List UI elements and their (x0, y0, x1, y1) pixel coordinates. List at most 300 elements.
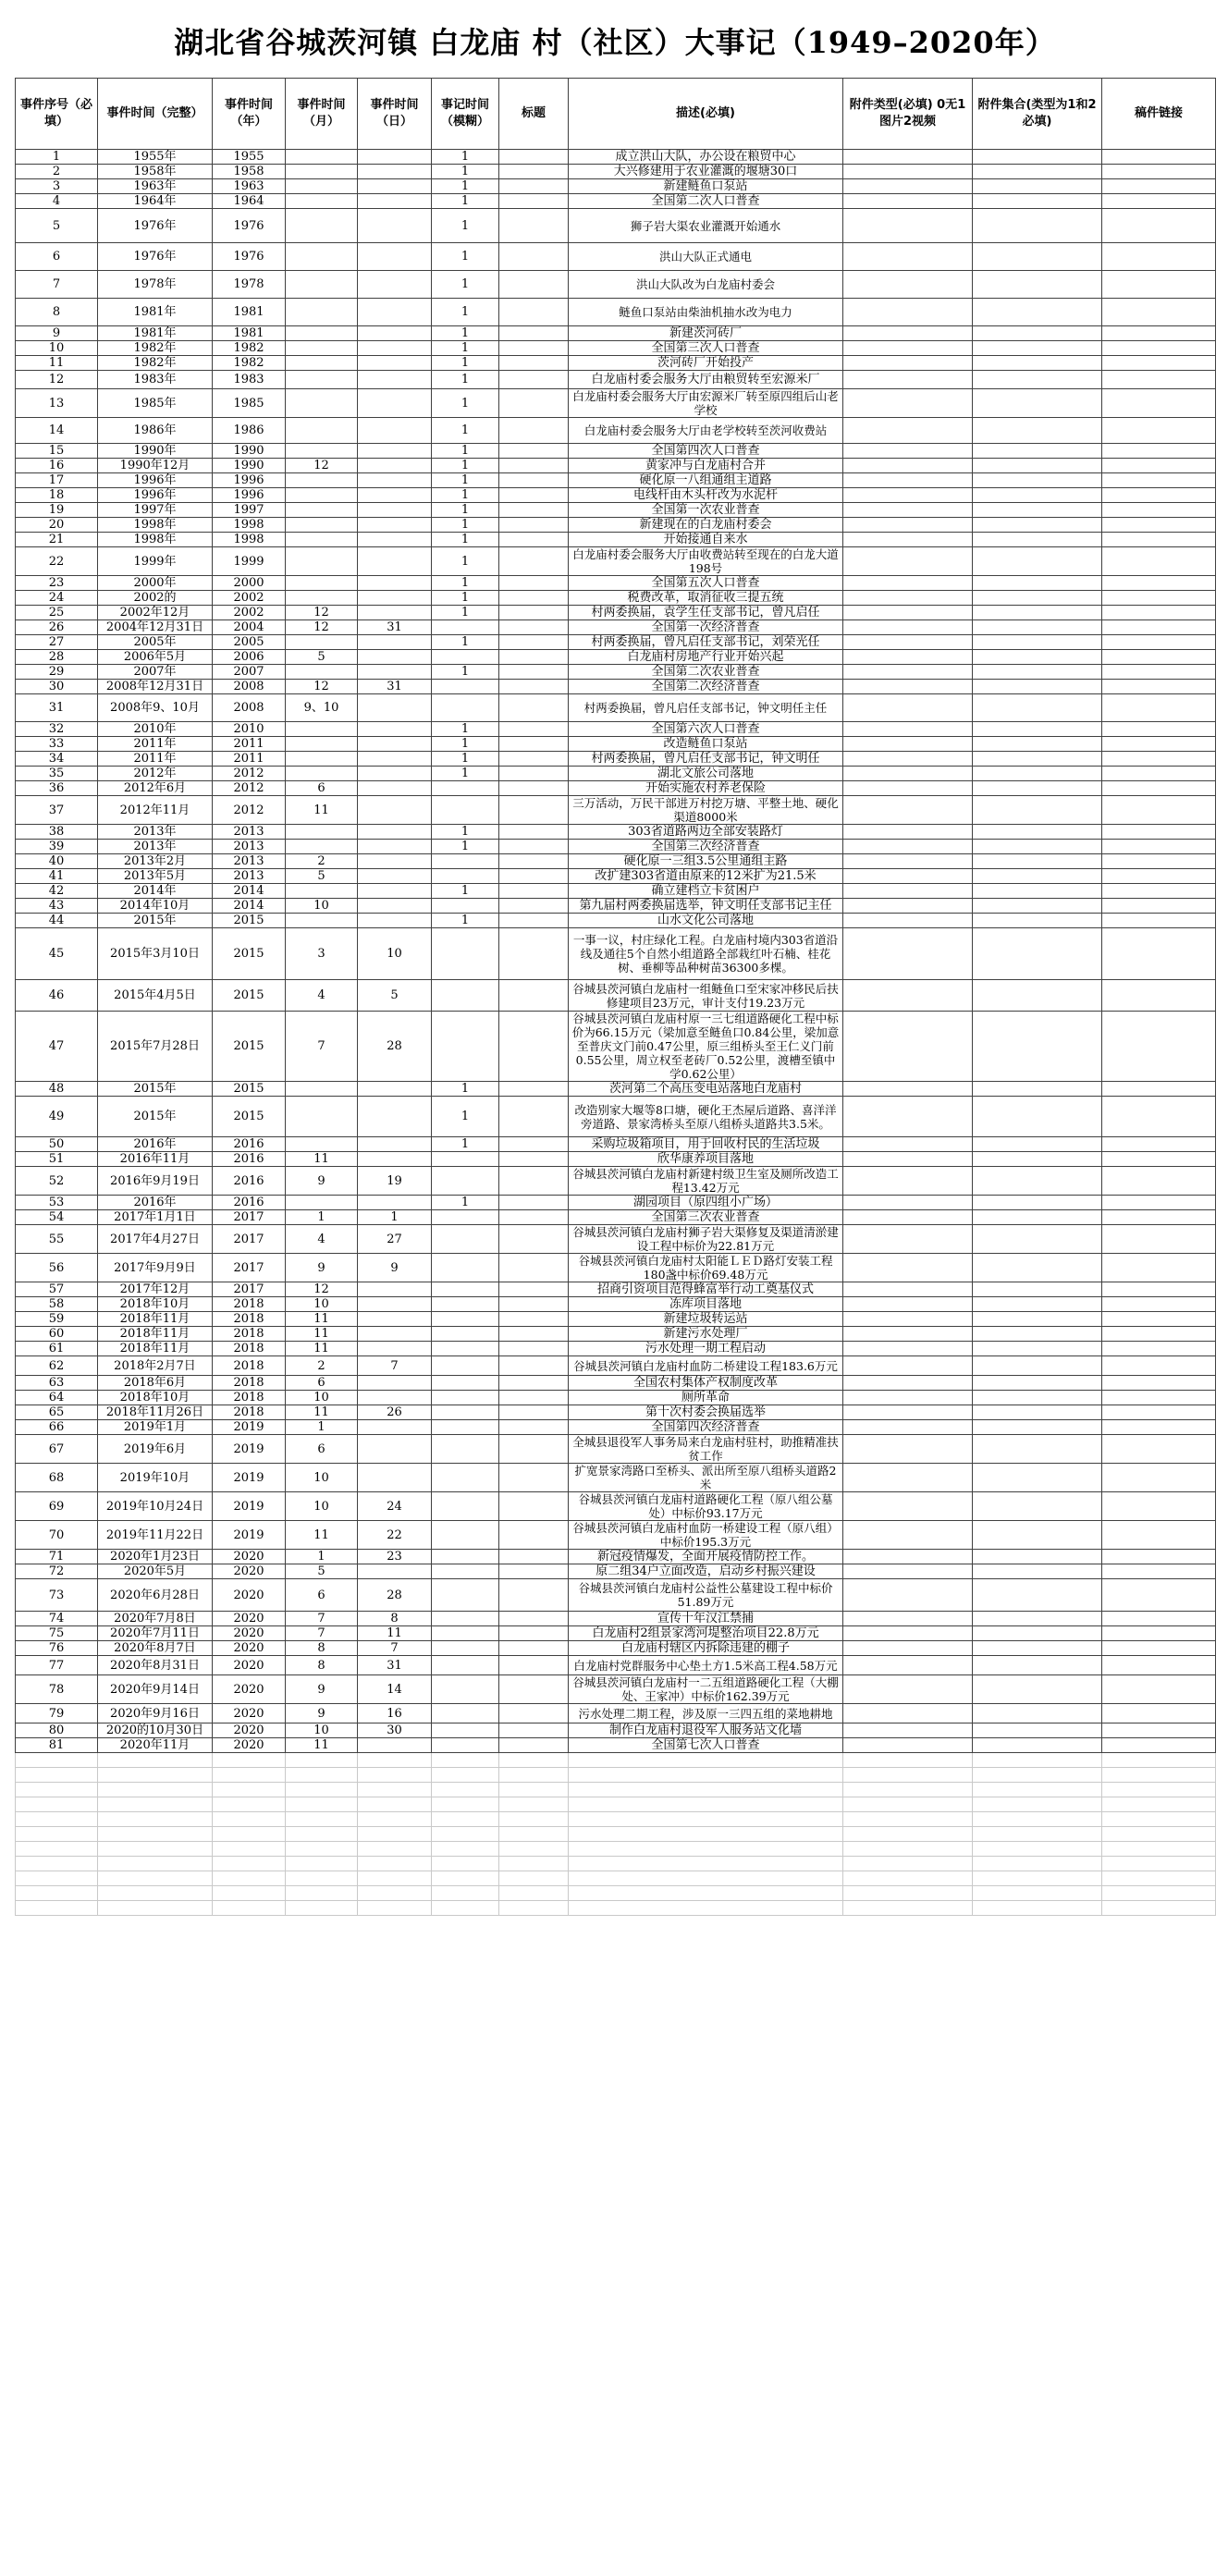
empty-cell[interactable] (973, 1871, 1102, 1886)
empty-cell[interactable] (499, 1857, 569, 1871)
empty-cell[interactable] (569, 1857, 843, 1871)
cell-fuzzy[interactable] (432, 1641, 499, 1656)
cell-month[interactable]: 1 (286, 1550, 358, 1564)
cell-attachment-set[interactable] (973, 1356, 1102, 1376)
cell-attachment-set[interactable] (973, 980, 1102, 1012)
cell-attachment-type[interactable] (843, 271, 973, 299)
cell-seq[interactable]: 30 (16, 680, 98, 694)
cell-fuzzy[interactable] (432, 854, 499, 869)
cell-attachment-set[interactable] (973, 1521, 1102, 1550)
cell-fuzzy[interactable] (432, 680, 499, 694)
cell-title[interactable] (499, 271, 569, 299)
cell-fuzzy[interactable] (432, 1391, 499, 1405)
cell-month[interactable]: 1 (286, 1420, 358, 1435)
cell-attachment-type[interactable] (843, 928, 973, 980)
empty-cell[interactable] (432, 1812, 499, 1827)
cell-link[interactable] (1102, 796, 1216, 825)
cell-year[interactable]: 2015 (213, 1097, 286, 1137)
cell-description[interactable]: 村两委换届，曾凡启任支部书记，刘荣光任 (569, 635, 843, 650)
cell-attachment-type[interactable] (843, 209, 973, 243)
cell-month[interactable]: 12 (286, 459, 358, 473)
cell-attachment-set[interactable] (973, 1675, 1102, 1704)
cell-link[interactable] (1102, 1167, 1216, 1196)
cell-day[interactable] (358, 737, 432, 752)
cell-fuzzy[interactable] (432, 1656, 499, 1675)
cell-title[interactable] (499, 1225, 569, 1254)
cell-title[interactable] (499, 1564, 569, 1579)
cell-seq[interactable]: 28 (16, 650, 98, 665)
cell-fuzzy[interactable]: 1 (432, 326, 499, 341)
cell-time-full[interactable]: 1990年12月 (98, 459, 213, 473)
cell-seq[interactable]: 29 (16, 665, 98, 680)
cell-description[interactable]: 开始接通自来水 (569, 533, 843, 547)
cell-title[interactable] (499, 1435, 569, 1464)
cell-attachment-set[interactable] (973, 389, 1102, 418)
cell-day[interactable]: 24 (358, 1492, 432, 1521)
cell-fuzzy[interactable] (432, 1420, 499, 1435)
cell-year[interactable]: 1982 (213, 356, 286, 371)
cell-description[interactable]: 全国第二次人口普查 (569, 194, 843, 209)
cell-attachment-set[interactable] (973, 1167, 1102, 1196)
cell-seq[interactable]: 48 (16, 1082, 98, 1097)
empty-cell[interactable] (432, 1827, 499, 1842)
cell-title[interactable] (499, 326, 569, 341)
cell-fuzzy[interactable]: 1 (432, 752, 499, 767)
cell-description[interactable]: 污水处理一期工程启动 (569, 1342, 843, 1356)
cell-fuzzy[interactable]: 1 (432, 1097, 499, 1137)
cell-time-full[interactable]: 1999年 (98, 547, 213, 576)
cell-title[interactable] (499, 243, 569, 271)
empty-cell[interactable] (1102, 1797, 1216, 1812)
cell-month[interactable] (286, 194, 358, 209)
cell-title[interactable] (499, 899, 569, 914)
cell-attachment-type[interactable] (843, 299, 973, 326)
cell-description[interactable]: 全城县退役军人事务局来白龙庙村驻村，助推精准扶贫工作 (569, 1435, 843, 1464)
cell-description[interactable]: 谷城县茨河镇白龙庙村血防二桥建设工程183.6万元 (569, 1356, 843, 1376)
empty-cell[interactable] (286, 1783, 358, 1797)
cell-attachment-set[interactable] (973, 1738, 1102, 1753)
cell-month[interactable] (286, 1082, 358, 1097)
cell-attachment-type[interactable] (843, 1738, 973, 1753)
cell-time-full[interactable]: 2002的 (98, 591, 213, 606)
cell-attachment-set[interactable] (973, 576, 1102, 591)
cell-title[interactable] (499, 1420, 569, 1435)
cell-fuzzy[interactable] (432, 1356, 499, 1376)
cell-day[interactable] (358, 1137, 432, 1152)
empty-cell[interactable] (286, 1871, 358, 1886)
cell-link[interactable] (1102, 1196, 1216, 1210)
empty-cell[interactable] (843, 1827, 973, 1842)
cell-seq[interactable]: 81 (16, 1738, 98, 1753)
cell-month[interactable]: 11 (286, 1327, 358, 1342)
empty-cell[interactable] (973, 1842, 1102, 1857)
cell-day[interactable] (358, 165, 432, 179)
cell-seq[interactable]: 59 (16, 1312, 98, 1327)
cell-day[interactable] (358, 1391, 432, 1405)
cell-link[interactable] (1102, 518, 1216, 533)
cell-description[interactable]: 鲢鱼口泵站由柴油机抽水改为电力 (569, 299, 843, 326)
cell-year[interactable]: 2020 (213, 1550, 286, 1564)
cell-day[interactable]: 7 (358, 1356, 432, 1376)
cell-day[interactable] (358, 547, 432, 576)
cell-link[interactable] (1102, 722, 1216, 737)
cell-month[interactable]: 7 (286, 1626, 358, 1641)
empty-cell[interactable] (569, 1812, 843, 1827)
cell-description[interactable]: 湖北文旅公司落地 (569, 767, 843, 781)
empty-cell[interactable] (98, 1901, 213, 1916)
cell-attachment-type[interactable] (843, 1675, 973, 1704)
cell-attachment-type[interactable] (843, 680, 973, 694)
cell-year[interactable]: 2018 (213, 1376, 286, 1391)
cell-attachment-set[interactable] (973, 680, 1102, 694)
cell-time-full[interactable]: 1982年 (98, 341, 213, 356)
cell-day[interactable] (358, 1282, 432, 1297)
empty-cell[interactable] (98, 1797, 213, 1812)
cell-title[interactable] (499, 1704, 569, 1723)
cell-attachment-set[interactable] (973, 869, 1102, 884)
cell-year[interactable]: 2002 (213, 606, 286, 620)
empty-cell[interactable] (213, 1753, 286, 1768)
cell-attachment-type[interactable] (843, 1641, 973, 1656)
cell-seq[interactable]: 73 (16, 1579, 98, 1612)
cell-time-full[interactable]: 2012年11月 (98, 796, 213, 825)
cell-day[interactable] (358, 1097, 432, 1137)
cell-month[interactable] (286, 737, 358, 752)
empty-cell[interactable] (213, 1886, 286, 1901)
cell-description[interactable]: 白龙庙村党群服务中心垫土方1.5米高工程4.58万元 (569, 1656, 843, 1675)
cell-link[interactable] (1102, 694, 1216, 722)
cell-attachment-type[interactable] (843, 473, 973, 488)
cell-fuzzy[interactable]: 1 (432, 1082, 499, 1097)
cell-attachment-type[interactable] (843, 418, 973, 444)
empty-cell[interactable] (499, 1871, 569, 1886)
cell-link[interactable] (1102, 371, 1216, 389)
cell-time-full[interactable]: 2019年10月24日 (98, 1492, 213, 1521)
cell-description[interactable]: 全国第五次人口普查 (569, 576, 843, 591)
cell-description[interactable]: 全国第三次经济普查 (569, 840, 843, 854)
cell-time-full[interactable]: 1990年 (98, 444, 213, 459)
cell-link[interactable] (1102, 1435, 1216, 1464)
empty-cell[interactable] (432, 1857, 499, 1871)
cell-title[interactable] (499, 928, 569, 980)
cell-day[interactable] (358, 1297, 432, 1312)
cell-fuzzy[interactable] (432, 1282, 499, 1297)
cell-seq[interactable]: 62 (16, 1356, 98, 1376)
cell-description[interactable]: 宣传十年汉江禁捕 (569, 1612, 843, 1626)
cell-link[interactable] (1102, 1254, 1216, 1282)
cell-seq[interactable]: 58 (16, 1297, 98, 1312)
cell-link[interactable] (1102, 299, 1216, 326)
empty-cell[interactable] (569, 1783, 843, 1797)
empty-cell[interactable] (358, 1857, 432, 1871)
empty-cell[interactable] (843, 1857, 973, 1871)
cell-attachment-type[interactable] (843, 165, 973, 179)
cell-attachment-type[interactable] (843, 796, 973, 825)
cell-fuzzy[interactable]: 1 (432, 488, 499, 503)
empty-cell[interactable] (432, 1783, 499, 1797)
cell-seq[interactable]: 52 (16, 1167, 98, 1196)
cell-seq[interactable]: 67 (16, 1435, 98, 1464)
cell-title[interactable] (499, 194, 569, 209)
cell-description[interactable]: 三万活动，万民干部进万村挖万塘、平整土地、硬化渠道8000米 (569, 796, 843, 825)
cell-attachment-set[interactable] (973, 1704, 1102, 1723)
cell-day[interactable]: 9 (358, 1254, 432, 1282)
cell-link[interactable] (1102, 1723, 1216, 1738)
cell-day[interactable] (358, 635, 432, 650)
cell-fuzzy[interactable] (432, 1405, 499, 1420)
cell-attachment-type[interactable] (843, 840, 973, 854)
cell-title[interactable] (499, 444, 569, 459)
empty-cell[interactable] (569, 1797, 843, 1812)
cell-fuzzy[interactable] (432, 1210, 499, 1225)
cell-year[interactable]: 1976 (213, 243, 286, 271)
cell-attachment-type[interactable] (843, 503, 973, 518)
cell-seq[interactable]: 35 (16, 767, 98, 781)
cell-year[interactable]: 2017 (213, 1225, 286, 1254)
cell-seq[interactable]: 54 (16, 1210, 98, 1225)
cell-day[interactable]: 5 (358, 980, 432, 1012)
cell-attachment-type[interactable] (843, 1391, 973, 1405)
empty-cell[interactable] (98, 1871, 213, 1886)
empty-cell[interactable] (16, 1871, 98, 1886)
empty-cell[interactable] (843, 1753, 973, 1768)
cell-seq[interactable]: 46 (16, 980, 98, 1012)
cell-fuzzy[interactable]: 1 (432, 533, 499, 547)
cell-time-full[interactable]: 2020年9月14日 (98, 1675, 213, 1704)
cell-fuzzy[interactable]: 1 (432, 418, 499, 444)
cell-month[interactable] (286, 389, 358, 418)
cell-fuzzy[interactable] (432, 1435, 499, 1464)
empty-cell[interactable] (843, 1871, 973, 1886)
cell-link[interactable] (1102, 1405, 1216, 1420)
cell-title[interactable] (499, 533, 569, 547)
cell-seq[interactable]: 24 (16, 591, 98, 606)
cell-attachment-type[interactable] (843, 459, 973, 473)
cell-month[interactable]: 11 (286, 1405, 358, 1420)
cell-attachment-set[interactable] (973, 1327, 1102, 1342)
cell-title[interactable] (499, 1612, 569, 1626)
cell-attachment-type[interactable] (843, 1464, 973, 1492)
cell-description[interactable]: 山水文化公司落地 (569, 914, 843, 928)
cell-fuzzy[interactable] (432, 1152, 499, 1167)
cell-description[interactable]: 招商引资项目范得蜂富举行动工奠基仪式 (569, 1282, 843, 1297)
cell-description[interactable]: 茨河砖厂开始投产 (569, 356, 843, 371)
cell-description[interactable]: 扩宽景家湾路口至桥头、派出所至原八组桥头道路2米 (569, 1464, 843, 1492)
cell-attachment-type[interactable] (843, 1420, 973, 1435)
cell-description[interactable]: 谷城县茨河镇白龙庙村一组鲢鱼口至宋家冲移民后扶修建项目23万元，审计支付19.23万元 (569, 980, 843, 1012)
cell-link[interactable] (1102, 752, 1216, 767)
empty-cell[interactable] (432, 1901, 499, 1916)
cell-title[interactable] (499, 620, 569, 635)
cell-time-full[interactable]: 2015年7月28日 (98, 1012, 213, 1082)
cell-description[interactable]: 新建鲢鱼口泵站 (569, 179, 843, 194)
empty-cell[interactable] (213, 1812, 286, 1827)
cell-description[interactable]: 谷城县茨河镇白龙庙村一二五组道路硬化工程（大棚处、王家冲）中标价162.39万元 (569, 1675, 843, 1704)
cell-month[interactable]: 10 (286, 1723, 358, 1738)
cell-month[interactable]: 9 (286, 1675, 358, 1704)
cell-day[interactable] (358, 356, 432, 371)
cell-link[interactable] (1102, 341, 1216, 356)
cell-time-full[interactable]: 2013年 (98, 840, 213, 854)
empty-cell[interactable] (358, 1753, 432, 1768)
empty-cell[interactable] (973, 1768, 1102, 1783)
cell-attachment-type[interactable] (843, 884, 973, 899)
cell-link[interactable] (1102, 1738, 1216, 1753)
cell-month[interactable]: 10 (286, 1492, 358, 1521)
cell-time-full[interactable]: 2018年10月 (98, 1297, 213, 1312)
cell-time-full[interactable]: 2020年11月 (98, 1738, 213, 1753)
cell-title[interactable] (499, 854, 569, 869)
cell-year[interactable]: 2005 (213, 635, 286, 650)
cell-title[interactable] (499, 1641, 569, 1656)
cell-year[interactable]: 2020 (213, 1723, 286, 1738)
cell-year[interactable]: 2020 (213, 1579, 286, 1612)
cell-seq[interactable]: 71 (16, 1550, 98, 1564)
cell-title[interactable] (499, 781, 569, 796)
cell-attachment-type[interactable] (843, 914, 973, 928)
cell-attachment-set[interactable] (973, 1225, 1102, 1254)
cell-link[interactable] (1102, 591, 1216, 606)
cell-description[interactable]: 硬化原一三组3.5公里通组主路 (569, 854, 843, 869)
empty-cell[interactable] (1102, 1842, 1216, 1857)
cell-link[interactable] (1102, 1137, 1216, 1152)
cell-fuzzy[interactable]: 1 (432, 243, 499, 271)
cell-day[interactable]: 1 (358, 1210, 432, 1225)
cell-day[interactable] (358, 825, 432, 840)
cell-link[interactable] (1102, 271, 1216, 299)
cell-year[interactable]: 1986 (213, 418, 286, 444)
cell-attachment-set[interactable] (973, 459, 1102, 473)
cell-attachment-set[interactable] (973, 356, 1102, 371)
empty-cell[interactable] (16, 1768, 98, 1783)
cell-title[interactable] (499, 650, 569, 665)
cell-month[interactable]: 9、10 (286, 694, 358, 722)
cell-link[interactable] (1102, 194, 1216, 209)
cell-attachment-set[interactable] (973, 1312, 1102, 1327)
empty-cell[interactable] (358, 1812, 432, 1827)
cell-seq[interactable]: 19 (16, 503, 98, 518)
cell-attachment-set[interactable] (973, 1097, 1102, 1137)
cell-fuzzy[interactable]: 1 (432, 722, 499, 737)
cell-link[interactable] (1102, 854, 1216, 869)
cell-attachment-type[interactable] (843, 1167, 973, 1196)
cell-attachment-set[interactable] (973, 1723, 1102, 1738)
empty-cell[interactable] (499, 1783, 569, 1797)
cell-year[interactable]: 2013 (213, 869, 286, 884)
cell-month[interactable]: 6 (286, 1376, 358, 1391)
cell-title[interactable] (499, 914, 569, 928)
cell-fuzzy[interactable] (432, 1312, 499, 1327)
empty-cell[interactable] (98, 1857, 213, 1871)
cell-seq[interactable]: 10 (16, 341, 98, 356)
cell-fuzzy[interactable] (432, 1012, 499, 1082)
cell-month[interactable]: 12 (286, 620, 358, 635)
cell-description[interactable]: 确立建档立卡贫困户 (569, 884, 843, 899)
cell-day[interactable] (358, 1376, 432, 1391)
cell-month[interactable]: 6 (286, 781, 358, 796)
cell-year[interactable]: 2012 (213, 796, 286, 825)
cell-title[interactable] (499, 635, 569, 650)
cell-attachment-type[interactable] (843, 1012, 973, 1082)
cell-time-full[interactable]: 2008年9、10月 (98, 694, 213, 722)
cell-fuzzy[interactable]: 1 (432, 518, 499, 533)
cell-month[interactable] (286, 518, 358, 533)
cell-description[interactable]: 全国农村集体产权制度改革 (569, 1376, 843, 1391)
cell-time-full[interactable]: 1976年 (98, 243, 213, 271)
cell-year[interactable]: 2016 (213, 1137, 286, 1152)
cell-attachment-set[interactable] (973, 665, 1102, 680)
cell-year[interactable]: 1981 (213, 299, 286, 326)
cell-description[interactable]: 洪山大队正式通电 (569, 243, 843, 271)
cell-description[interactable]: 谷城县茨河镇白龙庙村公益性公墓建设工程中标价51.89万元 (569, 1579, 843, 1612)
cell-time-full[interactable]: 2018年11月26日 (98, 1405, 213, 1420)
cell-title[interactable] (499, 1579, 569, 1612)
cell-time-full[interactable]: 2020年8月31日 (98, 1656, 213, 1675)
cell-seq[interactable]: 16 (16, 459, 98, 473)
cell-link[interactable] (1102, 473, 1216, 488)
cell-description[interactable]: 白龙庙村委会服务大厅由宏源米厂转至原四组后山老学校 (569, 389, 843, 418)
cell-fuzzy[interactable]: 1 (432, 884, 499, 899)
cell-month[interactable]: 9 (286, 1167, 358, 1196)
cell-link[interactable] (1102, 781, 1216, 796)
cell-attachment-set[interactable] (973, 825, 1102, 840)
empty-cell[interactable] (98, 1783, 213, 1797)
cell-seq[interactable]: 75 (16, 1626, 98, 1641)
cell-year[interactable]: 2018 (213, 1391, 286, 1405)
cell-title[interactable] (499, 341, 569, 356)
cell-attachment-set[interactable] (973, 488, 1102, 503)
cell-title[interactable] (499, 665, 569, 680)
empty-cell[interactable] (569, 1901, 843, 1916)
cell-day[interactable] (358, 796, 432, 825)
empty-cell[interactable] (16, 1753, 98, 1768)
cell-time-full[interactable]: 2020的10月30日 (98, 1723, 213, 1738)
cell-day[interactable]: 26 (358, 1405, 432, 1420)
cell-description[interactable]: 第九届村两委换届选举，钟文明任支部书记主任 (569, 899, 843, 914)
cell-attachment-type[interactable] (843, 694, 973, 722)
cell-day[interactable] (358, 326, 432, 341)
cell-year[interactable]: 2018 (213, 1356, 286, 1376)
cell-year[interactable]: 2015 (213, 1082, 286, 1097)
cell-link[interactable] (1102, 1564, 1216, 1579)
cell-time-full[interactable]: 2015年 (98, 1082, 213, 1097)
cell-title[interactable] (499, 1626, 569, 1641)
cell-seq[interactable]: 79 (16, 1704, 98, 1723)
cell-description[interactable]: 村两委换届，曾凡启任支部书记，钟文明任主任 (569, 694, 843, 722)
cell-attachment-type[interactable] (843, 1405, 973, 1420)
cell-day[interactable] (358, 371, 432, 389)
cell-day[interactable]: 11 (358, 1626, 432, 1641)
cell-link[interactable] (1102, 1579, 1216, 1612)
cell-year[interactable]: 2000 (213, 576, 286, 591)
empty-cell[interactable] (499, 1901, 569, 1916)
cell-seq[interactable]: 56 (16, 1254, 98, 1282)
cell-title[interactable] (499, 473, 569, 488)
cell-day[interactable]: 31 (358, 1656, 432, 1675)
cell-link[interactable] (1102, 179, 1216, 194)
cell-time-full[interactable]: 2000年 (98, 576, 213, 591)
cell-day[interactable] (358, 1342, 432, 1356)
cell-attachment-type[interactable] (843, 150, 973, 165)
cell-month[interactable] (286, 326, 358, 341)
cell-attachment-type[interactable] (843, 781, 973, 796)
cell-title[interactable] (499, 1297, 569, 1312)
cell-link[interactable] (1102, 209, 1216, 243)
cell-attachment-type[interactable] (843, 854, 973, 869)
cell-attachment-set[interactable] (973, 194, 1102, 209)
cell-description[interactable]: 村两委换届，曾凡启任支部书记，钟文明任 (569, 752, 843, 767)
cell-fuzzy[interactable] (432, 694, 499, 722)
